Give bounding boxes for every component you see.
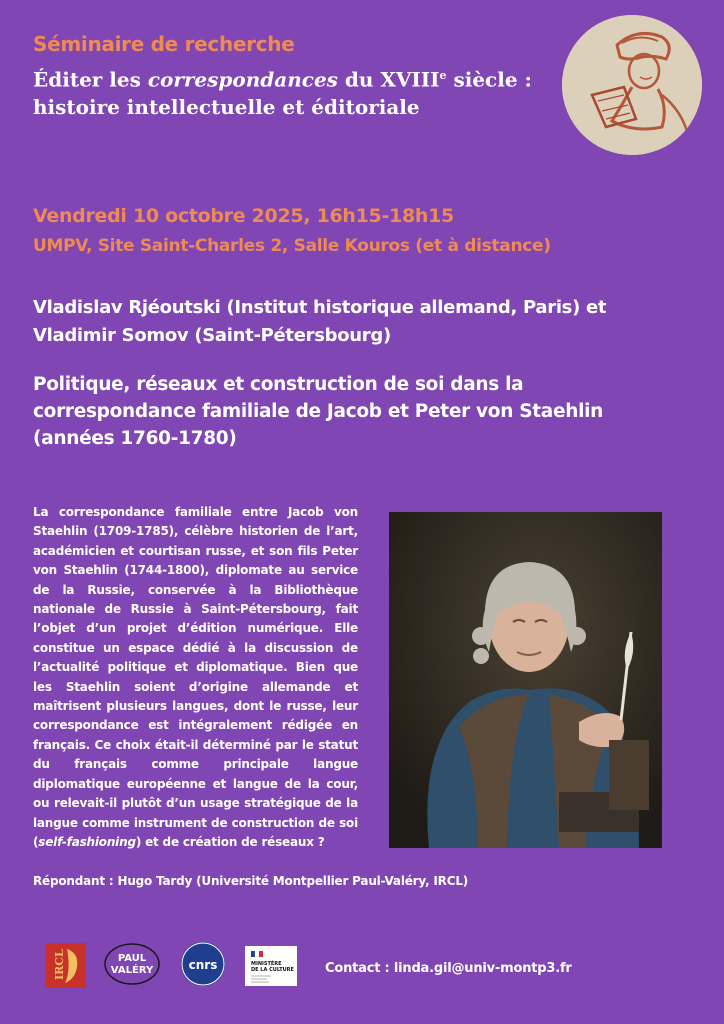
cnrs-logo xyxy=(181,942,225,986)
paul-valery-top: PAUL xyxy=(117,953,147,964)
abstract-text-italic: self-fashioning xyxy=(38,834,136,849)
seminar-title-line2: histoire intellectuelle et éditoriale xyxy=(33,94,420,119)
ministere-line-1: MINISTÈRE xyxy=(251,961,282,967)
title-part-italic: correspondances xyxy=(147,67,338,92)
paul-valery-logo-icon xyxy=(103,941,161,987)
seminar-title-line1 xyxy=(33,62,532,94)
abstract-text-end: ) et de création de réseaux ? xyxy=(135,834,325,849)
title-part-b: du XVIII xyxy=(337,67,440,92)
seminar-title xyxy=(33,62,532,121)
title-part-c: siècle : xyxy=(446,67,532,92)
cnrs-logo-text: cnrs xyxy=(188,958,218,972)
event-venue: UMPV, Site Saint-Charles 2, Salle Kouros (et à distance) xyxy=(33,236,551,256)
speaker-line-1: Vladislav Rjéoutski (Institut historique allemand, Paris) et xyxy=(33,297,607,318)
sketch-medallion-image xyxy=(562,15,702,155)
ministere-culture-logo xyxy=(245,946,297,986)
paul-valery-logo xyxy=(103,941,161,987)
abstract-paragraph xyxy=(33,503,358,852)
speaker-line-2: Vladimir Somov (Saint-Pétersbourg) xyxy=(33,325,391,346)
title-part-sup: e xyxy=(439,69,447,82)
respondent: Répondant : Hugo Tardy (Université Montpellier Paul-Valéry, IRCL) xyxy=(33,874,469,888)
ircl-logo xyxy=(45,943,86,988)
title-part-a: Éditer les xyxy=(33,67,148,92)
ministere-line-2: DE LA CULTURE xyxy=(251,967,294,973)
sketch-portrait-icon xyxy=(562,15,702,155)
talk-title-line-1: Politique, réseaux et construction de soi dans la xyxy=(33,374,524,395)
contact-email: Contact : linda.gil@univ-montp3.fr xyxy=(325,961,572,976)
talk-title-line-2: correspondance familiale de Jacob et Peter von Staehlin xyxy=(33,401,604,422)
oil-portrait-icon xyxy=(389,512,662,848)
event-date: Vendredi 10 octobre 2025, 16h15-18h15 xyxy=(33,205,454,227)
talk-title-line-3: (années 1760-1780) xyxy=(33,428,237,449)
abstract-text-main: La correspondance familiale entre Jacob von Staehlin (1709-1785), célèbre historien de l’art, académicien et courtisan russe, et son fils Peter von Staehlin (1744-1800), diplomate au service de la Russie, conservée à la Bibliothèque nationale de Russie à Saint-Pétersbourg, fait l’objet d’un projet d’édition numérique. Elle constitue un espace dédié à la discussion de l’actualité politique et diplomatique. Bien que les Staehlin soient d’origine allemande et maîtrisent plusieurs langues, dont le russe, leur correspondance est intégralement rédigée en français. Ce choix était-il déterminé par le statut du français comme principale langue diplomatique européenne et langue de la cour, ou relevait-il plutôt d’un usage stratégique de la langue comme instrument de construction de soi ( xyxy=(33,505,358,849)
seminar-kicker: Séminaire de recherche xyxy=(33,32,295,56)
marianne-logo-icon xyxy=(245,946,297,986)
cnrs-logo-icon xyxy=(181,942,225,986)
ircl-logo-text: IRCL xyxy=(53,949,66,980)
staehlin-portrait-image xyxy=(389,512,662,848)
ircl-logo-icon xyxy=(45,943,86,988)
paul-valery-bottom: VALÉRY xyxy=(110,965,154,976)
